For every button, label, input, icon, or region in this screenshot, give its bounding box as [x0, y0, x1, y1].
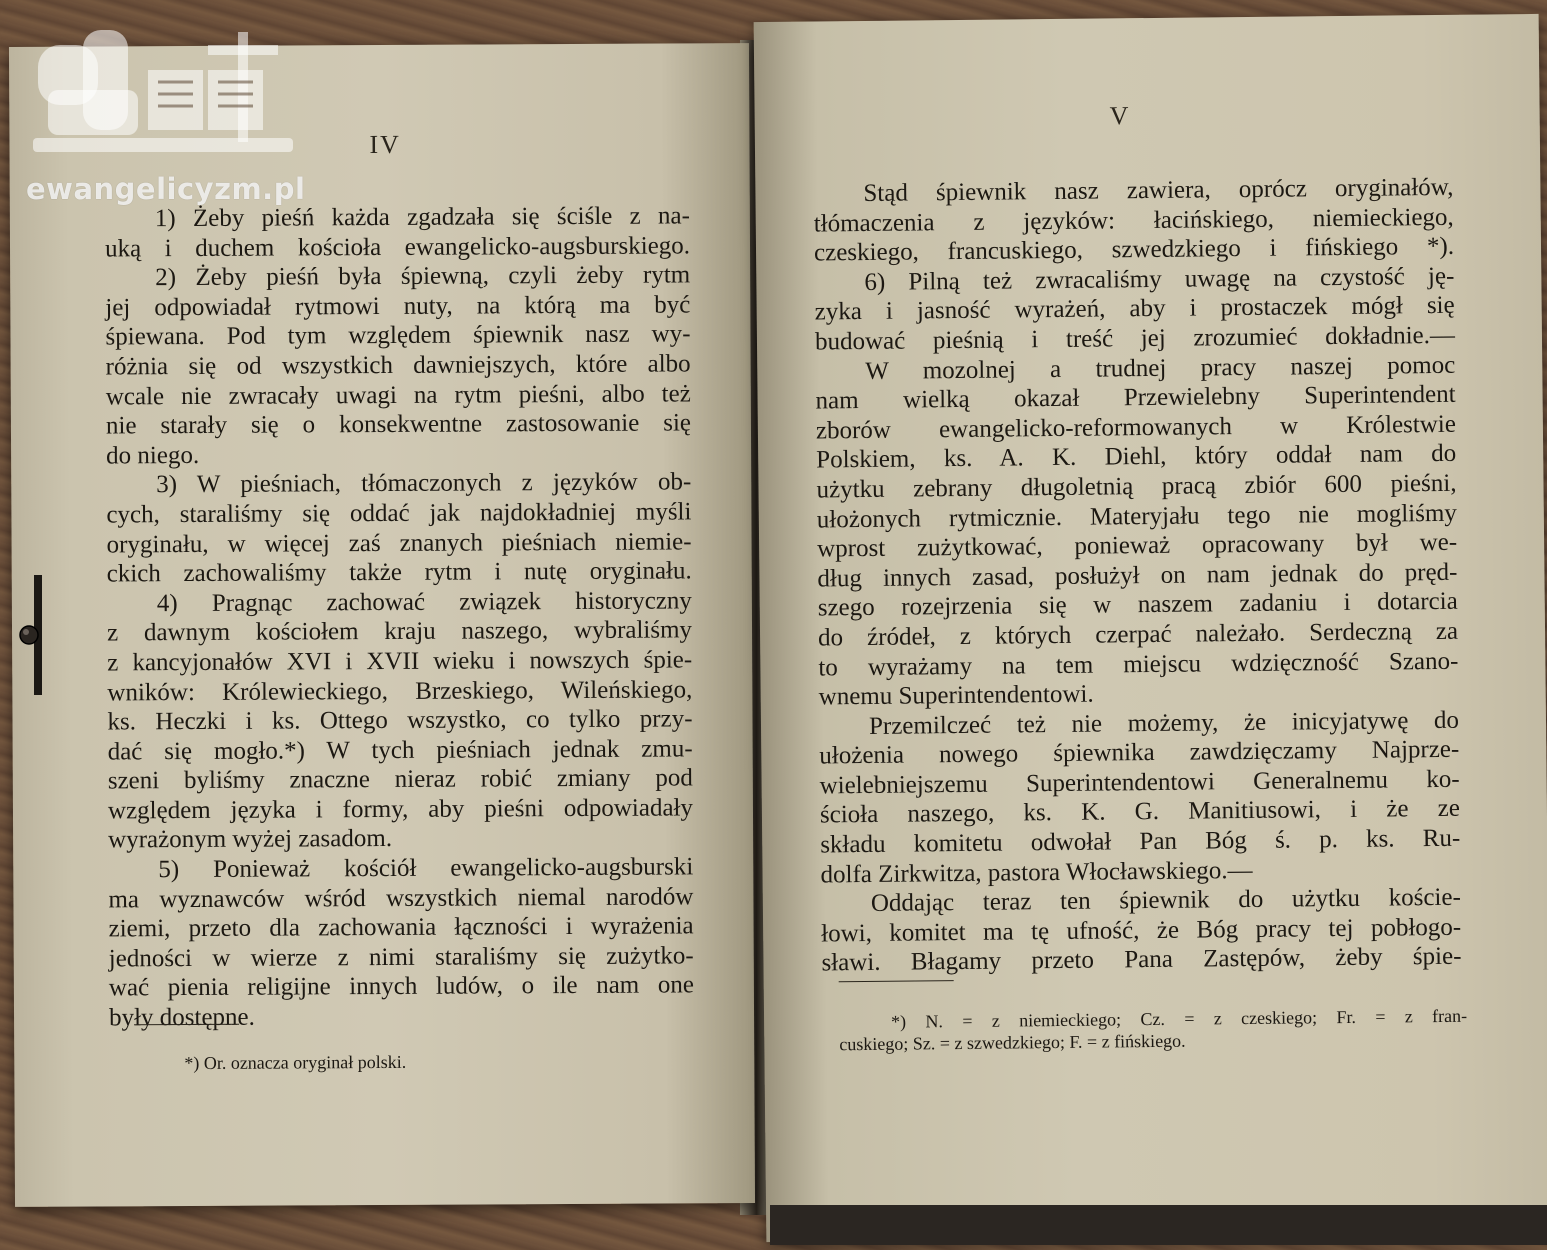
text-line: szeni byliśmy znaczne nieraz robić zmiany pod — [107, 764, 693, 795]
text-line: oryginału, w więcej zaś znanych pieśniach niemie- — [106, 527, 692, 558]
text-line: wyrażonym wyżej zasadom. — [108, 825, 393, 854]
text-line: szego rozejrzenia się w naszem zadaniu i dotarcia — [817, 588, 1458, 622]
text-line: wcale nie zwracały uwagi na rytm pieśni, albo też — [105, 379, 691, 411]
text-line: wać pienia religijne innych ludów, o ile nam one — [108, 971, 694, 1002]
left-page-number: IV — [369, 129, 401, 160]
text-line: ckich zachowaliśmy także rytm i nutę oryginału. — [106, 557, 692, 588]
text-line: dać się mogło.*) W tych pieśniach jednak zmu- — [107, 735, 693, 766]
text-line: względem języka i formy, aby pieśni odpowiadały — [107, 794, 694, 825]
text-line: zyka i jasność wyrażeń, aby i prostaczek mógł się — [814, 292, 1455, 326]
text-line: budować pieśnią i treść jej zrozumieć dokładnie.— — [814, 321, 1456, 356]
left-footnote: *) Or. oznacza oryginał polski. — [184, 1051, 407, 1074]
text-line: składu komitetu odwołał Pan Bóg ś. p. ks. Ru- — [820, 824, 1461, 859]
text-line: Przemilczeć też nie możemy, że inicyjatywę do — [868, 706, 1460, 740]
text-line: ziemi, przeto dla zachowania łączności i wyrażenia — [108, 912, 694, 943]
text-line: czeskiego, francuskiego, szwedzkiego i fińskiego *). — [813, 233, 1455, 267]
book-cover-edge — [770, 1205, 1547, 1245]
text-line: 5) Ponieważ kościół ewangelicko-augsburski — [158, 853, 694, 884]
text-line: 4) Pragnąc zachować związek historyczny — [156, 587, 692, 617]
footnote-line: cuskiego; Sz. = z szwedzkiego; F. = z fińskiego. — [839, 1030, 1186, 1055]
text-line: jedności w wierze z nimi staraliśmy się zużytko- — [108, 942, 694, 973]
text-line: 1) Żeby pieśń każda zgadzała się ściśle z na- — [154, 202, 690, 233]
watermark-text: ewangelicyzm.pl — [26, 172, 306, 206]
right-page — [754, 14, 1547, 1242]
text-line: Stąd śpiewnik nasz zawiera, oprócz oryginałów, — [863, 173, 1454, 208]
footnote-line: *) N. = z niemieckiego; Cz. = z czeskiego; Fr. = z fran- — [891, 1005, 1468, 1032]
text-line: z dawnym kościołem kraju naszego, wybraliśmy — [106, 616, 693, 647]
text-line: ma wyznawców wśród wszystkich niemal narodów — [108, 883, 694, 914]
text-line: uką i duchem kościoła ewangelicko-augsburskiego. — [104, 231, 691, 263]
text-line: zborów ewangelicko-reformowanych w Królestwie — [815, 410, 1457, 445]
text-line: Polskiem, ks. A. K. Diehl, który oddał nam do — [816, 440, 1457, 474]
watermark — [18, 20, 306, 210]
text-line: dolfa Zirkwitza, pastora Włocławskiego.— — [820, 856, 1253, 889]
text-line: to wyrażamy na tem miejscu wdzięczność Szano- — [818, 647, 1459, 682]
text-line: nam wielką okazał Przewielebny Superintendent — [815, 380, 1456, 415]
right-footnote — [839, 1005, 1467, 1056]
text-line: różnia się od wszystkich dawniejszych, które albo — [105, 350, 691, 381]
text-line: tłómaczenia z języków: łacińskiego, niemieckiego, — [813, 203, 1454, 238]
text-line: ścioła naszego, ks. K. G. Manitiusowi, i że ze — [819, 795, 1461, 829]
text-line: 2) Żeby pieśń była śpiewną, czyli żeby rytm — [155, 261, 691, 292]
text-line: 6) Pilną też zwracaliśmy uwagę na czystość ję- — [864, 262, 1455, 296]
text-line: z kancyjonałów XVI i XVII wieku i nowszych śpie- — [107, 646, 693, 677]
clasp-icon — [12, 575, 50, 695]
text-line: wników: Królewieckiego, Brzeskiego, Wileńskiego, — [107, 675, 693, 706]
text-line: były dostępne. — [108, 1003, 255, 1032]
text-line: ułożenia nowego śpiewnika zawdzięczamy Najprze- — [819, 736, 1460, 770]
text-line: wielebniejszemu Superintendentowi Generalnemu ko- — [819, 765, 1460, 800]
text-line: nie starały się o konsekwentne zastosowanie się — [105, 409, 692, 440]
text-line: 3) W pieśniach, tłómaczonych z języków ob- — [156, 468, 692, 499]
text-line: dług innych zasad, posłużył on nam jednak do pręd- — [817, 558, 1458, 593]
logo-icon — [28, 20, 298, 170]
text-line: ułożonych rytmicznie. Materyjału tego nie mogliśmy — [816, 499, 1457, 534]
text-line: Oddając teraz ten śpiewnik do użytku koście- — [870, 884, 1461, 918]
text-line: śpiewana. Pod tym względem śpiewnik nasz wy- — [105, 320, 691, 351]
right-page-number: V — [1109, 101, 1131, 131]
text-line: ks. Heczki i ks. Ottego wszystko, co tylko przy- — [107, 705, 693, 736]
text-line: cych, staraliśmy się oddać jak najdokładniej myśli — [106, 498, 692, 529]
text-line: do niego. — [106, 441, 200, 470]
text-line: W mozolnej a trudnej pracy naszej pomoc — [865, 351, 1456, 385]
text-line: łowi, komitet ma tę ufność, że Bóg pracy tej pobłogo- — [821, 913, 1462, 948]
text-line: do źródeł, z których czerpać należało. Serdeczną za — [817, 617, 1459, 652]
text-line: jej odpowiadał rytmowi nuty, na którą ma być — [105, 291, 691, 322]
text-line: wprost zużytkować, ponieważ opracowany był we- — [817, 528, 1458, 563]
text-line: wnemu Superintendentowi. — [818, 680, 1094, 711]
text-line: użytku zebrany długoletnią pracą zbiór 600 pieśni, — [816, 469, 1457, 504]
footnote-rule — [839, 980, 954, 982]
left-page — [9, 43, 755, 1207]
text-line: sławi. Błagamy przeto Pana Zastępów, żeby śpie- — [821, 943, 1462, 977]
right-page-text — [813, 173, 1461, 979]
left-page-text — [105, 201, 694, 1033]
